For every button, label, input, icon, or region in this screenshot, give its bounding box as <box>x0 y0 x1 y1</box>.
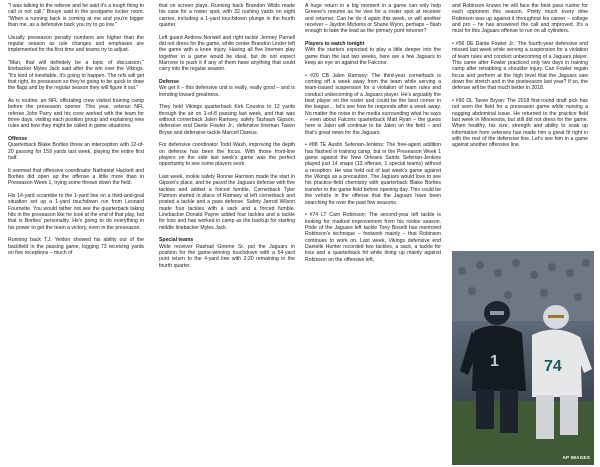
paragraph: • #20 CB Jalen Ramsey: The third-year cornerback is coming off a week away from the team while serving a team-issued suspension for a violation of team rules and conduct unbecoming of a Jaguars player. He's arguably the best player on the roster and could be the best corner in the league… let's see how he responds after a week away. No matter the noise in the media surrounding what he says – even about Falcons quarterback Matt Ryan – the guess here is Jalen will continue to be Jalen on the field – and that's great news for the Jaguars. <box>305 72 441 136</box>
football-action-photo <box>452 251 594 465</box>
paragraph: A huge return in a big moment in a game can only help Greene's resume as he vies for a roster spot at receiver and returner. Can he do it again this week, or will another receiver – Jaydon Mickens or Shane Wynn, perhaps – flash enough to take the lead as the primary punt returner? <box>305 3 441 35</box>
svg-text:1: 1 <box>490 353 499 370</box>
paragraph: "Man, that will definitely be a topic of discussion," linebacker Myles Jack said after the win over the Vikings. "It's kind of inevitable, it's going to happen. The refs will get that right, its preseason so they're going to be quick to draw the flags and by the regular season they will figure it out." <box>8 60 144 92</box>
paragraph: • #90 DL Taven Bryan: The 2018 first-round draft pick has not seen the field for a preseason game while nursing a nagging abdominal issue. He returned to the practice field last week in Minnesota, but still did not dress for the game. When healthy, his size, strength and ability to soak up information from veterans has made him a great fit right in with the rest of the defensive line. Let's see him in a game against another offensive line. <box>452 98 588 149</box>
paragraph: • #56 DE Dante Fowler Jr.: The fourth-year defensive end missed last week while serving a suspension for a violation of team rules and conduct unbecoming of a Jaguars player. This came after Fowler practiced only two days in training camp after rehabbing a shoulder injury. Can Fowler regain focus and perform at the high level that the Jaguars saw down the stretch and in the postseason last year? If so, the defense will be that much better in 2018. <box>452 41 588 92</box>
paragraph: As is routine, an NFL officiating crew visited training camp before the preseason opener. This year, veteran NFL referee John Parry and his crew worked with the team for three days, visiting each position group and explaining new rules and how they might be called in game situations. <box>8 98 144 130</box>
paragraph: It seemed that offensive coordinator Nathaniel Hackett and Bortles did open up the offense a little more than in Preseason Week 1, trying some throws down the field. <box>8 167 144 187</box>
paragraph: that on screen plays. Running back Brandon Wilds made his case for a roster spot, with 32 rushing yards on eight carries, including a 1-yard touchdown plunge in the fourth quarter. <box>159 3 295 29</box>
section-heading-defense: Defense <box>159 79 180 86</box>
paragraph: Usually preseason penalty numbers are higher than the regular season as rule changes and emphases are implemented for the first time and teams try to adjust. <box>8 34 144 54</box>
paragraph: Quarterback Blake Bortles threw an interception with 12-of-20 passing for 159 yards last week, playing the entire first half. <box>8 142 144 162</box>
paragraph: For defensive coordinator Todd Wash, improving the depth on defense has been the focus. With those front-line players on the side last week's game was the perfect opportunity to see some players work. <box>159 142 295 168</box>
photo-illustration <box>452 251 594 465</box>
photo-credit: AP IMAGES <box>562 455 590 460</box>
paragraph: Left guard Andrew Norwell and right tackle Jermey Parnell did not dress for the game, while center Brandon Linder left the game with a knee injury. Having all five linemen play together in a game would be ideal, but do not expect Marrone to push it if any of them have anything that could carry into the regular season. <box>159 34 295 73</box>
paragraph: Running back T.J. Yeldon showed his ability out of the backfield in the passing game, logging 73 receiving yards on five receptions – much of <box>8 237 144 257</box>
text-column-3 <box>305 3 441 269</box>
section-heading-players-to-watch: Players to watch tonight <box>305 41 365 48</box>
paragraph: Wide receiver Rashad Greene Sr. put the Jaguars in position for the game-winning touchdown with a 54-yard punt return to the 4-yard line with 2:20 remaining in the fourth quarter. <box>159 243 295 269</box>
paragraph: Last week, rookie safety Ronnie Harrison made the start in Gipson's place, and he paced the Jaguars defense with five tackles and added a forced fumble. Cornerback Tyler Patmon started in place of Ramsey at left cornerback and posted a tackle and a pass defense. Safety Jarrod Wilson made four tackles with a sack and a forced fumble. Linebacker Donald Payne added four tackles and a tackle for loss and has worked in camp as the backup for starting middle linebacker Myles Jack. <box>159 174 295 231</box>
paragraph: and Robinson knows he will face the best pass rusher for each opponent this season. Pretty much every time Robinson was up against it throughout his career – college and pro – he has answered the call and improved. It's a must for this Jaguars offense to run on all cylinders. <box>452 3 588 35</box>
paragraph: We get it – this defensive unit is really, really good – and is trending toward greatness. <box>159 85 295 98</box>
svg-text:74: 74 <box>544 358 562 375</box>
text-column-4 <box>452 3 588 155</box>
paragraph: With the starters expected to play a little deeper into the game than the last two weeks, here are a few Jaguars to keep an eye on against the Falcons: <box>305 47 441 67</box>
paragraph: "I was talking to the referee and he said it's a tough thing to call or not call," Bouye said in the postgame locker room. "When a running back is coming at me and you're bigger than me, as a defensive back you try to go low." <box>8 3 144 29</box>
section-heading-special-teams: Special teams <box>159 237 194 244</box>
text-column-2 <box>159 3 295 275</box>
paragraph: • #74 LT Cam Robinson: The second-year left tackle is looking for marked improvement from his rookie season. Pride of the Jaguars left tackle Tony Boselli has mentored Robinson's technique – footwork mainly – that Robinson continues to work on. Last week, Vikings defensive end Danielle Hunter recorded two tackles, a sack, a tackle for loss and a quarterback hit while lining up mainly against Robinson on the offensive left, <box>305 212 441 263</box>
text-column-1 <box>8 3 144 263</box>
paragraph: His 14-yard scramble to the 1-yard line on a third-and-goal situation set up a 1-yard touchdown run from Leonard Fournette. You would rather not see the quarterback taking hits in the preseason like he took at the end of that play, but that is Bortles' personality. He's going to do everything in his power to get the team a victory, even in the preseason. <box>8 193 144 231</box>
paragraph: They held Vikings quarterback Kirk Cousins to 12 yards through the air on 3-of-8 passing last week, and that was without cornerback Jalen Ramsey, safety Tashaun Gipson, defensive end Dante Fowler Jr., defensive lineman Taven Bryan and defensive tackle Marcell Dareus. <box>159 104 295 136</box>
paragraph: • #88 TE Austin Seferian-Jenkins: The free-agent addition has flashed in training camp, but in the Preseason Week 1 game against the New Orleans Saints Seferian-Jenkins played just 14 snaps (13 offense, 1 special teams) without a reception. He was held out of last week's game against the Vikings as a precaution. The Jaguars would love to see his practice-field chemistry with quarterback Blake Bortles transfer to the game field before opening day. This could be the vehicle in the offense that the Jaguars have been searching for over the past few seasons. <box>305 142 441 206</box>
section-heading-offense: Offense <box>8 136 28 143</box>
